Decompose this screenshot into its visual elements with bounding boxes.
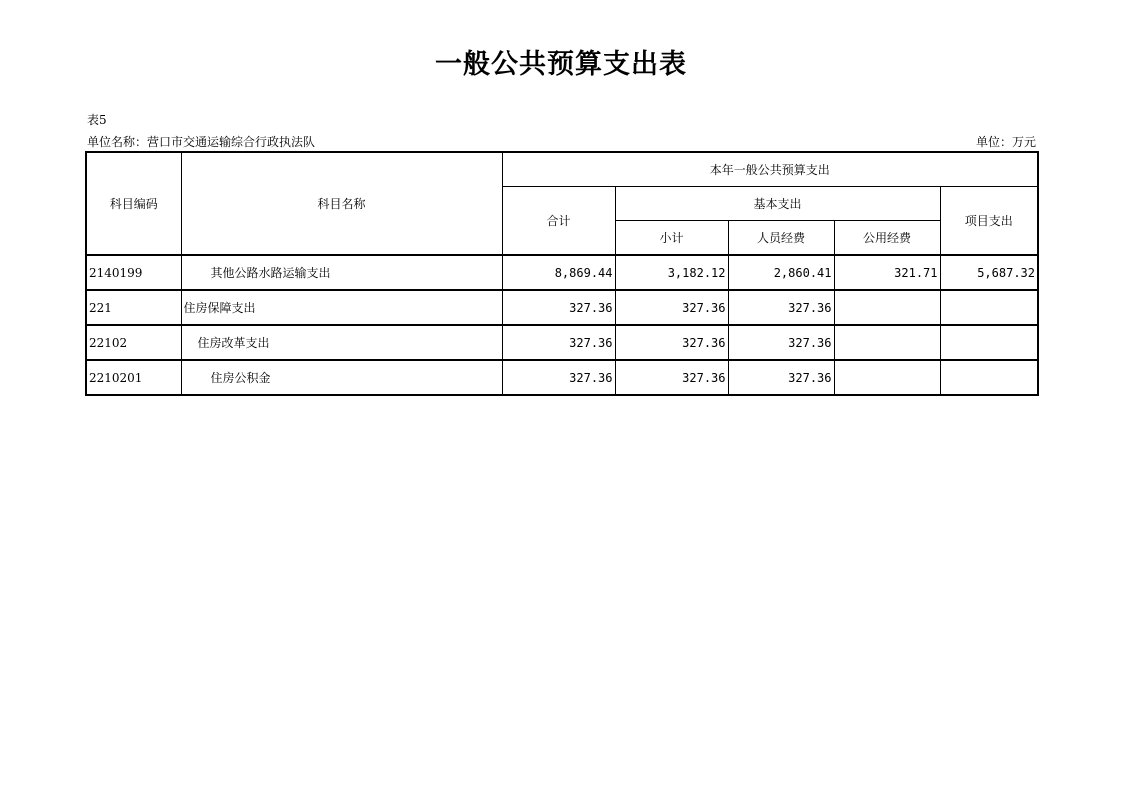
row-project — [940, 360, 1038, 395]
row-public — [834, 325, 940, 360]
row-subtotal: 327.36 — [615, 360, 728, 395]
row-personnel: 327.36 — [728, 360, 834, 395]
table-row — [86, 255, 1038, 290]
row-public: 321.71 — [834, 255, 940, 290]
page-title: 一般公共预算支出表 — [435, 49, 687, 80]
row-project: 5,687.32 — [940, 255, 1038, 290]
table-row — [86, 290, 1038, 325]
table-number: 表5 — [87, 113, 107, 127]
row-name: 其他公路水路运输支出 — [181, 255, 502, 290]
row-personnel: 2,860.41 — [728, 255, 834, 290]
header-group: 本年一般公共预算支出 — [502, 152, 1038, 187]
row-name: 住房改革支出 — [181, 325, 502, 360]
header-code: 科目编码 — [86, 152, 181, 255]
row-public — [834, 360, 940, 395]
row-code: 2140199 — [86, 255, 181, 290]
unit-name: 单位名称：营口市交通运输综合行政执法队 — [87, 135, 316, 149]
row-subtotal: 327.36 — [615, 325, 728, 360]
row-project — [940, 290, 1038, 325]
table-row — [86, 325, 1038, 360]
row-subtotal: 3,182.12 — [615, 255, 728, 290]
row-name: 住房保障支出 — [181, 290, 502, 325]
unit-label: 单位：万元 — [975, 135, 1036, 149]
header-name: 科目名称 — [181, 152, 502, 255]
header-total: 合计 — [502, 187, 615, 256]
header-basic: 基本支出 — [615, 187, 940, 221]
row-public — [834, 290, 940, 325]
row-code: 221 — [86, 290, 181, 325]
header-personnel: 人员经费 — [728, 221, 834, 256]
header-subtotal: 小计 — [615, 221, 728, 256]
row-personnel: 327.36 — [728, 325, 834, 360]
row-total: 327.36 — [502, 290, 615, 325]
row-code: 22102 — [86, 325, 181, 360]
row-project — [940, 325, 1038, 360]
row-total: 327.36 — [502, 360, 615, 395]
header-project: 项目支出 — [940, 187, 1038, 256]
header-public: 公用经费 — [834, 221, 940, 256]
row-total: 327.36 — [502, 325, 615, 360]
row-personnel: 327.36 — [728, 290, 834, 325]
row-code: 2210201 — [86, 360, 181, 395]
row-name: 住房公积金 — [181, 360, 502, 395]
budget-table — [85, 151, 1039, 396]
row-subtotal: 327.36 — [615, 290, 728, 325]
row-total: 8,869.44 — [502, 255, 615, 290]
table-row — [86, 360, 1038, 395]
